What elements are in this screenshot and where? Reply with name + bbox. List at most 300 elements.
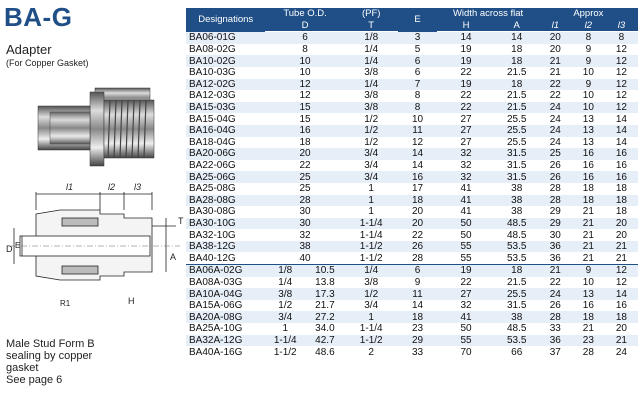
- cell-l1: 24: [539, 102, 572, 114]
- cell-tube-od: 15: [265, 113, 344, 125]
- cell-l2: 18: [572, 183, 605, 195]
- cell-pf-thread: 3/4: [345, 300, 398, 312]
- cell-width-h: 22: [437, 277, 494, 289]
- cell-l3: 12: [605, 44, 638, 56]
- cell-tube-od: 1/4: [265, 277, 305, 289]
- cell-l2: 10: [572, 102, 605, 114]
- cell-e: 16: [398, 171, 438, 183]
- cell-l3: 14: [605, 113, 638, 125]
- cell-l1: 36: [539, 335, 572, 347]
- cell-tube-od: 38: [265, 241, 344, 253]
- cell-pf-thread: 3/8: [345, 102, 398, 114]
- cell-tube-od: 20: [265, 148, 344, 160]
- cell-l3: 21: [605, 252, 638, 264]
- cell-l2: 9: [572, 79, 605, 91]
- cell-l1: 28: [539, 311, 572, 323]
- cell-tube-od-mm: 27.2: [305, 311, 345, 323]
- cell-width-h: 27: [437, 113, 494, 125]
- cell-tube-od-mm: 10.5: [305, 265, 345, 277]
- cell-a: 31.5: [495, 148, 539, 160]
- cell-e: 3: [398, 32, 438, 44]
- cell-l3: 16: [605, 300, 638, 312]
- cell-l3: 12: [605, 79, 638, 91]
- cell-l1: 36: [539, 252, 572, 264]
- cell-e: 17: [398, 183, 438, 195]
- cell-tube-od: 8: [265, 44, 344, 56]
- cell-designation: BA12-03G: [186, 90, 265, 102]
- cell-l1: 22: [539, 277, 572, 289]
- cell-width-h: 55: [437, 335, 494, 347]
- cell-e: 8: [398, 90, 438, 102]
- cell-width-h: 19: [437, 79, 494, 91]
- cell-designation: BA32-10G: [186, 229, 265, 241]
- cell-l3: 18: [605, 195, 638, 207]
- cell-l1: 21: [539, 265, 572, 277]
- label-H: H: [128, 296, 135, 306]
- cell-width-h: 32: [437, 171, 494, 183]
- cell-e: 33: [398, 346, 438, 358]
- cell-designation: BA15-03G: [186, 102, 265, 114]
- cell-width-h: 14: [437, 32, 494, 44]
- cell-designation: BA12-02G: [186, 79, 265, 91]
- table-row: [186, 137, 638, 149]
- cell-e: 9: [398, 277, 438, 289]
- table-row: [186, 288, 638, 300]
- cell-l3: 12: [605, 67, 638, 79]
- description-line: gasket: [6, 362, 39, 374]
- cell-l3: 14: [605, 137, 638, 149]
- cell-tube-od: 18: [265, 137, 344, 149]
- cell-l2: 10: [572, 90, 605, 102]
- description-line: See page 6: [6, 374, 63, 386]
- cell-a: 25.5: [495, 137, 539, 149]
- cell-tube-od-mm: 48.6: [305, 346, 345, 358]
- cell-designation: BA30-10G: [186, 218, 265, 230]
- cell-l3: 12: [605, 265, 638, 277]
- table-row: [186, 160, 638, 172]
- cell-l3: 20: [605, 323, 638, 335]
- cell-pf-thread: 1/2: [345, 125, 398, 137]
- product-description: [6, 338, 156, 386]
- cell-designation: BA25-06G: [186, 171, 265, 183]
- cell-width-h: 27: [437, 137, 494, 149]
- cell-l2: 16: [572, 160, 605, 172]
- label-E: E: [15, 241, 21, 250]
- cell-width-h: 22: [437, 90, 494, 102]
- table-row: [186, 183, 638, 195]
- cell-a: 14: [495, 32, 539, 44]
- table-row: [186, 265, 638, 277]
- cell-e: 6: [398, 67, 438, 79]
- cell-e: 18: [398, 195, 438, 207]
- table-row: [186, 323, 638, 335]
- cell-width-h: 32: [437, 300, 494, 312]
- cell-designation: BA32A-12G: [186, 335, 265, 347]
- cell-pf-thread: 3/4: [345, 160, 398, 172]
- cell-l1: 26: [539, 160, 572, 172]
- cell-l2: 21: [572, 218, 605, 230]
- cell-tube-od-mm: 21.7: [305, 300, 345, 312]
- table-row: [186, 277, 638, 289]
- cell-l1: 21: [539, 67, 572, 79]
- cell-tube-od-mm: 42.7: [305, 335, 345, 347]
- cell-designation: BA40-12G: [186, 252, 265, 264]
- cell-designation: BA38-12G: [186, 241, 265, 253]
- cell-pf-thread: 1/4: [345, 55, 398, 67]
- cell-l1: 21: [539, 55, 572, 67]
- cell-a: 31.5: [495, 300, 539, 312]
- table-row: [186, 148, 638, 160]
- cell-designation: BA25A-10G: [186, 323, 265, 335]
- cell-width-h: 41: [437, 195, 494, 207]
- cell-e: 14: [398, 160, 438, 172]
- cell-l2: 13: [572, 137, 605, 149]
- cell-width-h: 19: [437, 44, 494, 56]
- technical-drawing: [0, 180, 190, 320]
- header-e: E: [398, 8, 438, 32]
- label-l3: l3: [134, 182, 142, 192]
- cell-designation: BA15-04G: [186, 113, 265, 125]
- cell-pf-thread: 1/2: [345, 113, 398, 125]
- table-row: [186, 335, 638, 347]
- cell-pf-thread: 3/8: [345, 277, 398, 289]
- label-T: T: [178, 216, 184, 226]
- cell-pf-thread: 1/4: [345, 79, 398, 91]
- cell-designation: BA40A-16G: [186, 346, 265, 358]
- cell-l3: 14: [605, 125, 638, 137]
- header-width-sub: H: [437, 20, 494, 32]
- cell-width-h: 19: [437, 55, 494, 67]
- cell-a: 38: [495, 311, 539, 323]
- header-designations: Designations: [186, 8, 265, 32]
- adapter-photo: [20, 78, 170, 178]
- cell-e: 28: [398, 252, 438, 264]
- cell-width-h: 41: [437, 183, 494, 195]
- cell-l1: 24: [539, 288, 572, 300]
- cell-designation: BA18-04G: [186, 137, 265, 149]
- cell-e: 6: [398, 265, 438, 277]
- cell-designation: BA30-08G: [186, 206, 265, 218]
- cell-width-h: 70: [437, 346, 494, 358]
- cell-e: 22: [398, 229, 438, 241]
- cell-l3: 14: [605, 288, 638, 300]
- cell-pf-thread: 1: [345, 195, 398, 207]
- cell-e: 11: [398, 288, 438, 300]
- cell-a: 18: [495, 265, 539, 277]
- cell-l1: 26: [539, 300, 572, 312]
- cell-width-h: 22: [437, 102, 494, 114]
- cell-a: 38: [495, 206, 539, 218]
- table-row: [186, 252, 638, 264]
- table-row: [186, 79, 638, 91]
- table-row: [186, 55, 638, 67]
- cell-pf-thread: 3/8: [345, 90, 398, 102]
- cell-e: 23: [398, 323, 438, 335]
- cell-a: 21.5: [495, 90, 539, 102]
- cell-pf-thread: 1-1/2: [345, 241, 398, 253]
- spec-table: [186, 8, 638, 358]
- cell-l1: 28: [539, 183, 572, 195]
- cell-l2: 10: [572, 67, 605, 79]
- cell-designation: BA22-06G: [186, 160, 265, 172]
- cell-l2: 16: [572, 148, 605, 160]
- cell-a: 21.5: [495, 277, 539, 289]
- cell-a: 21.5: [495, 102, 539, 114]
- cell-tube-od: 1: [265, 323, 305, 335]
- cell-e: 5: [398, 44, 438, 56]
- cell-l1: 22: [539, 79, 572, 91]
- cell-a: 66: [495, 346, 539, 358]
- cell-tube-od: 25: [265, 171, 344, 183]
- cell-designation: BA10A-04G: [186, 288, 265, 300]
- cell-tube-od: 3/4: [265, 311, 305, 323]
- cell-l2: 8: [572, 32, 605, 44]
- cell-pf-thread: 1/4: [345, 265, 398, 277]
- cell-e: 11: [398, 125, 438, 137]
- cell-l1: 37: [539, 346, 572, 358]
- header-approx: Approx: [539, 8, 638, 20]
- product-title: BA-G: [4, 2, 73, 32]
- cell-l1: 24: [539, 113, 572, 125]
- cell-l3: 18: [605, 206, 638, 218]
- cell-width-h: 50: [437, 323, 494, 335]
- cell-l1: 30: [539, 229, 572, 241]
- cell-l1: 28: [539, 195, 572, 207]
- cell-a: 21.5: [495, 67, 539, 79]
- table-row: [186, 311, 638, 323]
- cell-tube-od: 1/8: [265, 265, 305, 277]
- cell-l2: 18: [572, 311, 605, 323]
- cell-width-h: 27: [437, 125, 494, 137]
- cell-e: 10: [398, 113, 438, 125]
- cell-l1: 20: [539, 32, 572, 44]
- header-tube-od: Tube O.D.: [265, 8, 344, 20]
- cell-e: 14: [398, 300, 438, 312]
- cell-tube-od: 16: [265, 125, 344, 137]
- cell-tube-od: 6: [265, 32, 344, 44]
- cell-a: 25.5: [495, 125, 539, 137]
- cell-l2: 28: [572, 346, 605, 358]
- cell-pf-thread: 1: [345, 206, 398, 218]
- cell-e: 7: [398, 79, 438, 91]
- cell-designation: BA10-02G: [186, 55, 265, 67]
- cell-l3: 12: [605, 277, 638, 289]
- cell-l1: 20: [539, 44, 572, 56]
- cell-pf-thread: 1/2: [345, 137, 398, 149]
- cell-l2: 21: [572, 241, 605, 253]
- cell-l2: 21: [572, 252, 605, 264]
- cell-a: 18: [495, 55, 539, 67]
- header-pf-sub: T: [345, 20, 398, 32]
- cell-e: 18: [398, 311, 438, 323]
- cell-l1: 24: [539, 125, 572, 137]
- cell-pf-thread: 1-1/4: [345, 323, 398, 335]
- cell-width-h: 32: [437, 160, 494, 172]
- cell-e: 14: [398, 148, 438, 160]
- cell-tube-od: 30: [265, 206, 344, 218]
- cell-width-h: 50: [437, 229, 494, 241]
- cell-e: 8: [398, 102, 438, 114]
- header-l3: l3: [605, 20, 638, 32]
- table-row: [186, 113, 638, 125]
- cell-pf-thread: 1: [345, 183, 398, 195]
- cell-width-h: 27: [437, 288, 494, 300]
- cell-l2: 16: [572, 300, 605, 312]
- cell-a: 31.5: [495, 160, 539, 172]
- cell-a: 18: [495, 79, 539, 91]
- header-pf: (PF): [345, 8, 398, 20]
- cell-a: 18: [495, 44, 539, 56]
- cell-l1: 22: [539, 90, 572, 102]
- cell-tube-od: 12: [265, 90, 344, 102]
- cell-width-h: 19: [437, 265, 494, 277]
- cell-l3: 20: [605, 218, 638, 230]
- cell-l2: 9: [572, 44, 605, 56]
- cell-e: 20: [398, 206, 438, 218]
- cell-e: 20: [398, 218, 438, 230]
- cell-designation: BA16-04G: [186, 125, 265, 137]
- cell-width-h: 41: [437, 206, 494, 218]
- cell-l3: 18: [605, 311, 638, 323]
- cell-designation: BA20-06G: [186, 148, 265, 160]
- cell-l3: 20: [605, 229, 638, 241]
- product-subtitle: Adapter: [6, 42, 52, 57]
- cell-l1: 25: [539, 148, 572, 160]
- cell-l1: 29: [539, 218, 572, 230]
- header-a: A: [495, 20, 539, 32]
- cell-designation: BA06A-02G: [186, 265, 265, 277]
- cell-designation: BA06-01G: [186, 32, 265, 44]
- cell-pf-thread: 1-1/2: [345, 252, 398, 264]
- table-row: [186, 102, 638, 114]
- cell-l3: 12: [605, 90, 638, 102]
- cell-l3: 18: [605, 183, 638, 195]
- product-note: (For Copper Gasket): [6, 58, 89, 68]
- cell-l3: 16: [605, 171, 638, 183]
- cell-designation: BA20A-08G: [186, 311, 265, 323]
- cell-l2: 13: [572, 113, 605, 125]
- table-row: [186, 218, 638, 230]
- cell-l2: 13: [572, 125, 605, 137]
- cell-pf-thread: 1-1/4: [345, 218, 398, 230]
- cell-pf-thread: 3/4: [345, 148, 398, 160]
- cell-l2: 23: [572, 335, 605, 347]
- cell-tube-od: 32: [265, 229, 344, 241]
- cell-l3: 21: [605, 335, 638, 347]
- table-row: [186, 125, 638, 137]
- cell-l1: 33: [539, 323, 572, 335]
- cell-a: 53.5: [495, 335, 539, 347]
- table-row: [186, 171, 638, 183]
- cell-a: 48.5: [495, 218, 539, 230]
- cell-tube-od: 10: [265, 67, 344, 79]
- cell-l3: 8: [605, 32, 638, 44]
- cell-l3: 21: [605, 241, 638, 253]
- description-line: sealing by copper: [6, 350, 93, 362]
- table-row: [186, 206, 638, 218]
- cell-tube-od-mm: 13.8: [305, 277, 345, 289]
- label-R1: R1: [60, 299, 71, 308]
- cell-l3: 16: [605, 148, 638, 160]
- cell-designation: BA28-08G: [186, 195, 265, 207]
- label-A: A: [170, 252, 177, 262]
- cell-pf-thread: 1-1/4: [345, 229, 398, 241]
- table-row: [186, 90, 638, 102]
- cell-l3: 24: [605, 346, 638, 358]
- table-row: [186, 229, 638, 241]
- table-row: [186, 346, 638, 358]
- cell-l2: 10: [572, 277, 605, 289]
- description-line: Male Stud Form B: [6, 338, 95, 350]
- cell-designation: BA15A-06G: [186, 300, 265, 312]
- cell-a: 48.5: [495, 229, 539, 241]
- cell-l1: 36: [539, 241, 572, 253]
- cell-designation: BA08-02G: [186, 44, 265, 56]
- table-row: [186, 241, 638, 253]
- cell-e: 6: [398, 55, 438, 67]
- cell-designation: BA08A-03G: [186, 277, 265, 289]
- cell-tube-od: 40: [265, 252, 344, 264]
- cell-pf-thread: 3/8: [345, 67, 398, 79]
- cell-l2: 16: [572, 171, 605, 183]
- cell-width-h: 50: [437, 218, 494, 230]
- cell-designation: BA10-03G: [186, 67, 265, 79]
- cell-e: 26: [398, 241, 438, 253]
- cell-a: 48.5: [495, 323, 539, 335]
- cell-width-h: 22: [437, 67, 494, 79]
- header-width: Width across flat: [437, 8, 538, 20]
- cell-pf-thread: 1/4: [345, 44, 398, 56]
- cell-pf-thread: 1: [345, 311, 398, 323]
- cell-pf-thread: 1/8: [345, 32, 398, 44]
- cell-a: 25.5: [495, 113, 539, 125]
- cell-a: 25.5: [495, 288, 539, 300]
- cell-pf-thread: 2: [345, 346, 398, 358]
- cell-tube-od: 25: [265, 183, 344, 195]
- label-l1: l1: [66, 182, 74, 192]
- label-D: D: [6, 244, 13, 254]
- cell-a: 38: [495, 195, 539, 207]
- table-row: [186, 44, 638, 56]
- cell-tube-od: 28: [265, 195, 344, 207]
- cell-pf-thread: 1/2: [345, 288, 398, 300]
- cell-tube-od: 15: [265, 102, 344, 114]
- cell-e: 12: [398, 137, 438, 149]
- cell-l2: 18: [572, 195, 605, 207]
- cell-a: 53.5: [495, 252, 539, 264]
- header-l2: l2: [572, 20, 605, 32]
- table-row: [186, 32, 638, 44]
- cell-l1: 24: [539, 137, 572, 149]
- cell-width-h: 41: [437, 311, 494, 323]
- cell-l2: 9: [572, 55, 605, 67]
- cell-width-h: 55: [437, 241, 494, 253]
- table-row: [186, 67, 638, 79]
- cell-pf-thread: 3/4: [345, 171, 398, 183]
- cell-a: 53.5: [495, 241, 539, 253]
- cell-pf-thread: 1-1/2: [345, 335, 398, 347]
- cell-designation: BA25-08G: [186, 183, 265, 195]
- spec-table-body: [186, 32, 638, 358]
- cell-tube-od: 1-1/2: [265, 346, 305, 358]
- cell-tube-od: 1/2: [265, 300, 305, 312]
- cell-e: 29: [398, 335, 438, 347]
- cell-tube-od: 10: [265, 55, 344, 67]
- cell-l2: 9: [572, 265, 605, 277]
- cell-l2: 13: [572, 288, 605, 300]
- cell-tube-od-mm: 34.0: [305, 323, 345, 335]
- cell-l2: 21: [572, 323, 605, 335]
